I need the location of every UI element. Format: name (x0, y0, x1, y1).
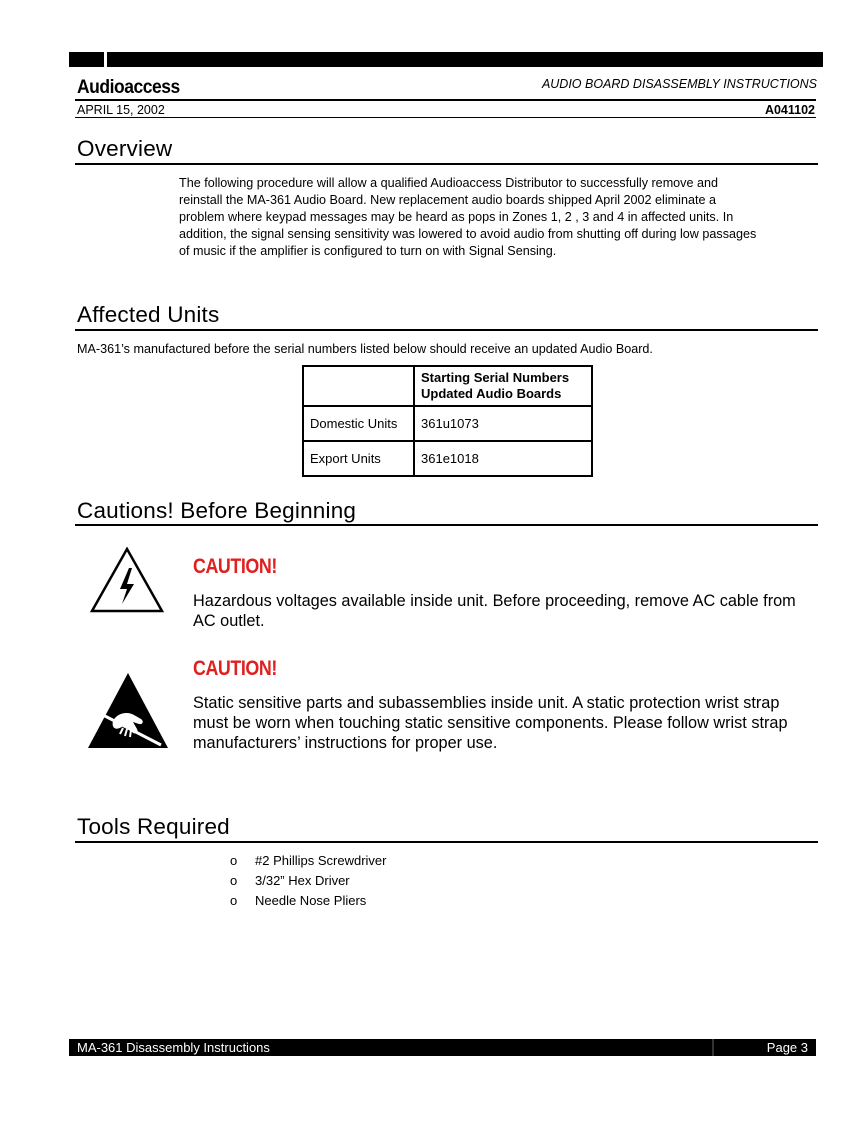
cautions-heading: Cautions! Before Beginning (77, 498, 357, 523)
caution-line: AC outlet. (193, 612, 265, 630)
list-bullet: o (230, 853, 238, 868)
serial-number-table (302, 365, 593, 477)
caution-line: manufacturers’ instructions for proper use. (193, 734, 498, 752)
caution-line: must be worn when touching static sensitive components. Please follow wrist strap (193, 714, 788, 732)
overview-line: of music if the amplifier is configured to turn on with Signal Sensing. (179, 244, 557, 258)
overview-line: reinstall the MA-361 Audio Board. New replacement audio boards shipped April 2002 eliminate a (179, 193, 716, 207)
overview-heading: Overview (77, 136, 173, 161)
document-date: APRIL 15, 2002 (77, 103, 165, 117)
brand-name: Audioaccess (77, 77, 180, 98)
esd-sensitive-icon (87, 671, 169, 749)
tools-list (230, 851, 387, 911)
footer-divider (712, 1039, 714, 1056)
header-bar-notch (104, 52, 107, 67)
list-bullet: o (230, 893, 238, 908)
tool-name: #2 Phillips Screwdriver (255, 853, 387, 868)
caution-text (193, 591, 823, 631)
overview-line: problem where keypad messages may be heard as pops in Zones 1, 2 , 3 and 4 in affected units. In (179, 210, 734, 224)
table-cell-label: Export Units (303, 441, 414, 476)
tools-heading: Tools Required (77, 814, 230, 839)
list-item (230, 871, 387, 891)
table-cell-empty (303, 366, 414, 406)
overview-line: The following procedure will allow a qualified Audioaccess Distributor to successfully remove and (179, 176, 718, 190)
page-number: Page 3 (766, 1040, 808, 1055)
footer-title: MA-361 Disassembly Instructions (77, 1040, 270, 1055)
affected-units-intro: MA-361’s manufactured before the serial numbers listed below should receive an updated Audio Board. (77, 342, 653, 356)
overview-line: addition, the signal sensing sensitivity was lowered to avoid audio from shutting off during low passages (179, 227, 757, 241)
document-title: AUDIO BOARD DISASSEMBLY INSTRUCTIONS (541, 77, 817, 91)
caution-line: Static sensitive parts and subassemblies inside unit. A static protection wrist strap (193, 694, 780, 712)
document-number: A041102 (764, 103, 815, 117)
caution-text (193, 693, 823, 753)
tool-name: Needle Nose Pliers (255, 893, 367, 908)
list-bullet: o (230, 873, 238, 888)
table-header-line: Updated Audio Boards (421, 386, 562, 401)
list-item (230, 851, 387, 871)
affected-units-heading: Affected Units (77, 302, 220, 327)
high-voltage-warning-icon (89, 546, 165, 614)
table-row (303, 406, 592, 441)
header-subrule (75, 117, 816, 118)
affected-units-rule (75, 329, 818, 331)
table-header-cell (414, 366, 592, 406)
table-row (303, 366, 592, 406)
table-cell-value: 361e1018 (414, 441, 592, 476)
header-bar (69, 52, 823, 67)
table-header-line: Starting Serial Numbers (421, 370, 570, 385)
cautions-rule (75, 524, 818, 526)
tool-name: 3/32” Hex Driver (255, 873, 350, 888)
tools-rule (75, 841, 818, 843)
table-cell-value: 361u1073 (414, 406, 592, 441)
list-item (230, 891, 387, 911)
caution-title: CAUTION! (193, 657, 277, 680)
overview-rule (75, 163, 818, 165)
header-rule (75, 99, 816, 101)
overview-paragraph (179, 175, 819, 260)
caution-line: Hazardous voltages available inside unit. Before proceeding, remove AC cable from (193, 592, 796, 610)
caution-title: CAUTION! (193, 555, 277, 578)
table-row (303, 441, 592, 476)
table-cell-label: Domestic Units (303, 406, 414, 441)
